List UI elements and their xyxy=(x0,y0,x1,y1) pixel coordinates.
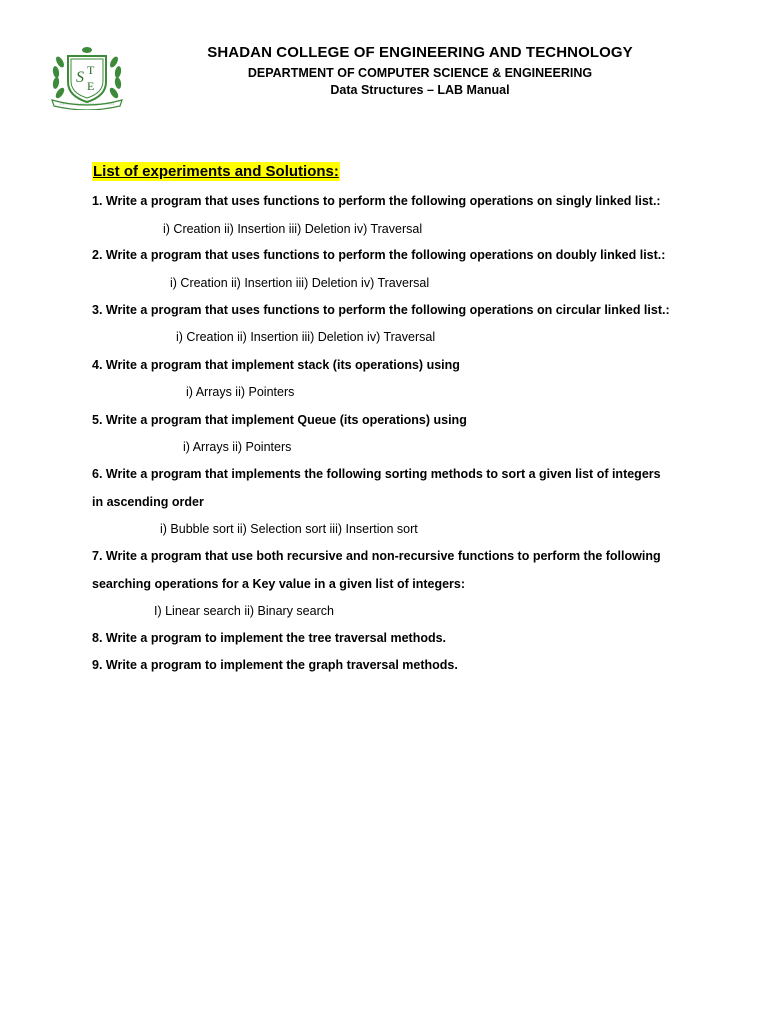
experiment-6-subitems: i) Bubble sort ii) Selection sort iii) Insertion sort xyxy=(160,522,418,536)
experiment-6-continued: in ascending order xyxy=(92,495,204,509)
experiment-1-subitems: i) Creation ii) Insertion iii) Deletion iv) Traversal xyxy=(163,222,423,236)
experiment-8: 8. Write a program to implement the tree traversal methods. xyxy=(92,631,447,645)
department-name: DEPARTMENT OF COMPUTER SCIENCE & ENGINEERING xyxy=(247,66,593,80)
experiment-2-subitems: i) Creation ii) Insertion iii) Deletion iv) Traversal xyxy=(170,276,430,290)
manual-title: Data Structures – LAB Manual xyxy=(330,83,510,97)
svg-text:E: E xyxy=(87,79,95,93)
experiment-5-subitems: i) Arrays ii) Pointers xyxy=(183,440,292,454)
experiment-4: 4. Write a program that implement stack (its operations) using xyxy=(92,358,460,372)
list-title: List of experiments and Solutions: xyxy=(93,163,339,180)
experiment-7-continued: searching operations for a Key value in a given list of integers: xyxy=(92,577,466,591)
experiment-5: 5. Write a program that implement Queue (its operations) using xyxy=(92,413,467,427)
college-seal-logo xyxy=(46,44,128,110)
experiment-7: 7. Write a program that use both recursive and non-recursive functions to perform the following xyxy=(92,549,661,563)
experiment-7-subitems: I) Linear search ii) Binary search xyxy=(154,604,334,618)
experiment-4-subitems: i) Arrays ii) Pointers xyxy=(186,385,295,399)
experiment-3: 3. Write a program that uses functions to perform the following operations on circular linked list.: xyxy=(92,303,670,317)
experiment-1: 1. Write a program that uses functions to perform the following operations on singly linked list.: xyxy=(92,194,661,208)
college-name: SHADAN COLLEGE OF ENGINEERING AND TECHNOLOGY xyxy=(207,44,633,61)
svg-text:S: S xyxy=(76,69,84,86)
experiment-6: 6. Write a program that implements the following sorting methods to sort a given list of integers xyxy=(92,467,661,481)
experiment-9: 9. Write a program to implement the graph traversal methods. xyxy=(92,658,458,672)
experiment-3-subitems: i) Creation ii) Insertion iii) Deletion iv) Traversal xyxy=(176,330,436,344)
svg-text:T: T xyxy=(87,63,95,77)
experiment-2: 2. Write a program that uses functions to perform the following operations on doubly linked list.: xyxy=(92,248,666,262)
